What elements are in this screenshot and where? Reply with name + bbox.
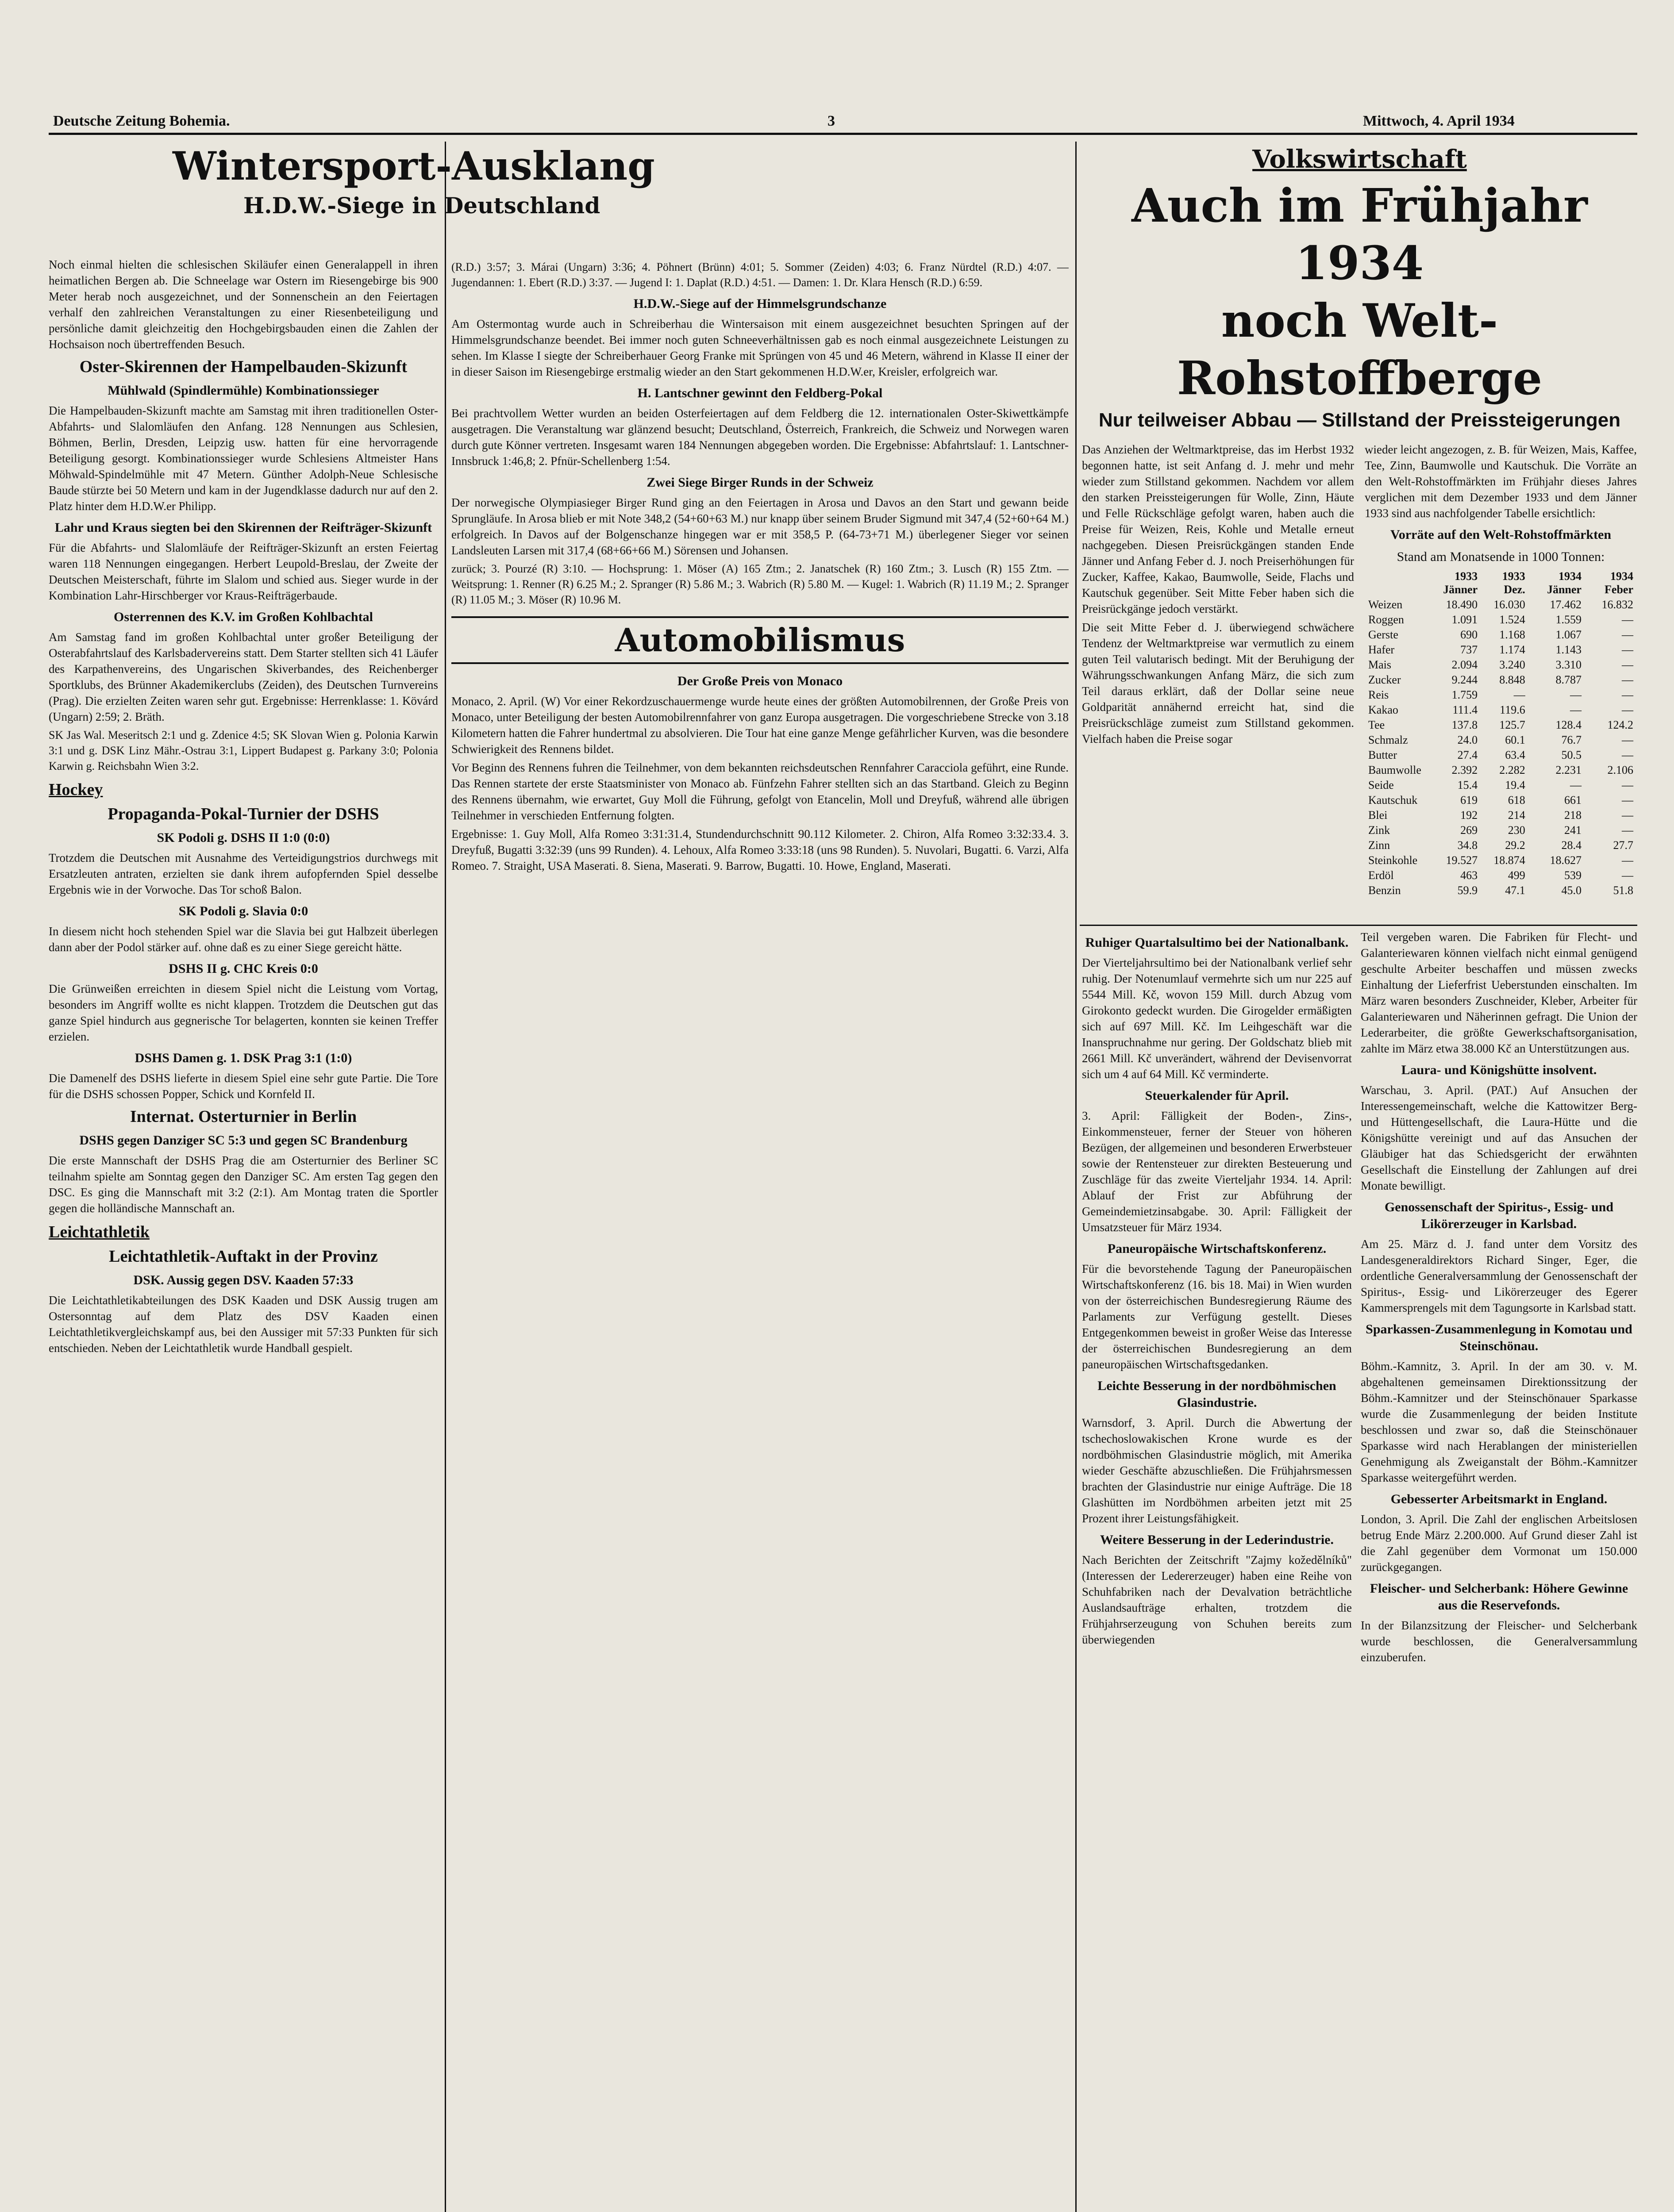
- table-header-cell: 1934 Jänner: [1547, 570, 1582, 596]
- table-row: [1365, 642, 1637, 657]
- table-cell: 34.8: [1457, 839, 1478, 852]
- result-propaganda-4: DSHS Damen g. 1. DSK Prag 3:1 (1:0): [135, 1051, 352, 1065]
- economy-article-1: Das Anziehen der Weltmarktpreise, das im Herbst 1932 begonnen hatte, ist seit Anfang d. J. mehr und mehr wieder zum Stillstand gekommen. Nachdem vor allem den starken Preissteigerungen für Wolle, Zinn, Häute und Felle Rückschläge gefolgt waren, haben auch die Preise für Weizen, Reis, Kohle und Metalle erneut nachgegeben. Diesen Preisrückgängen standen Ende Jänner und Anfang Feber d. J. noch Preiserhöhungen für Zucker, Kaffee, Kakao, Baumwolle, Seide, Flachs und Kautschuk gegenüber. Seit Mitte Feber haben sich die Preisrückgänge jedoch verstärkt.: [1082, 443, 1354, 615]
- table-cell: 1.168: [1499, 628, 1525, 641]
- economy-title-2: noch Welt-Rohstoffberge: [1177, 293, 1543, 405]
- table-cell: 50.5: [1561, 749, 1582, 761]
- table-cell: 539: [1564, 869, 1582, 882]
- table-cell: Zucker: [1368, 673, 1401, 686]
- column-rule: [445, 142, 446, 2212]
- table-cell: Weizen: [1368, 598, 1403, 611]
- result-propaganda-1: SK Podoli g. DSHS II 1:0 (0:0): [157, 830, 330, 845]
- table-cell: 214: [1508, 809, 1525, 822]
- table-cell: —: [1622, 688, 1633, 701]
- table-cell: —: [1622, 749, 1633, 761]
- table-row: [1365, 778, 1637, 793]
- table-cell: 737: [1460, 643, 1478, 656]
- table-cell: 1.067: [1555, 628, 1582, 641]
- table-cell: 24.0: [1457, 733, 1478, 746]
- table-cell: —: [1570, 779, 1582, 791]
- table-row: [1365, 808, 1637, 823]
- table-cell: —: [1622, 824, 1633, 837]
- table-cell: Zink: [1368, 824, 1390, 837]
- table-cell: 2.392: [1451, 764, 1478, 776]
- table-cell: 76.7: [1561, 733, 1582, 746]
- economy-column-2: [1361, 929, 1637, 2212]
- results-ski: (R.D.) 3:57; 3. Márai (Ungarn) 3:36; 4. Pöhnert (Brünn) 4:01; 5. Sommer (Zeiden) 4:03; 6. Franz Nürdtel (R.D.) 4:07. — Jugendannen: 1. Ebert (R.D.) 3:37. — Jugend I: 1. Daplat (R.D.) 4:51. — Damen: 1. Dr. Klara Hensch (R.D.) 6:59.: [451, 261, 1069, 289]
- table-cell: 269: [1460, 824, 1478, 837]
- table-cell: Kakao: [1368, 703, 1398, 716]
- table-row: [1365, 733, 1637, 748]
- table-cell: Benzin: [1368, 884, 1401, 897]
- table-cell: Steinkohle: [1368, 854, 1418, 867]
- heading-muehlwald: Mühlwald (Spindlermühle) Kombinationssieger: [108, 383, 379, 398]
- table-cell: Butter: [1368, 749, 1397, 761]
- results-feld: zurück; 3. Pourzé (R) 3:10. — Hochsprung: 1. Möser (A) 165 Ztm.; 2. Janatschek (R) 160 Ztm.; 3. Lusch (R) 155 Ztm. — Weitsprung: 1. Renner (R) 6.25 M.; 2. Spranger (R) 5.86 M.; 3. Wabrich (R) 5.80 M. — Kugel: 1. Wabrich (R) 11.19 M.; 2. Spranger (R) 11.05 M.; 3. Möser (R) 10.96 M.: [451, 562, 1069, 606]
- table-cell: —: [1622, 869, 1633, 882]
- table-cell: 1.174: [1499, 643, 1525, 656]
- heading-himmelsgrund: H.D.W.-Siege auf der Himmelsgrundschanze: [633, 296, 887, 311]
- table-row: [1365, 868, 1637, 883]
- table-row: [1365, 687, 1637, 703]
- table-cell: 3.240: [1499, 658, 1525, 671]
- table-header-cell: [1365, 569, 1425, 597]
- table-cell: Blei: [1368, 809, 1388, 822]
- hockey-section: Hockey: [49, 780, 103, 799]
- table-row: [1365, 672, 1637, 687]
- table-cell: Zinn: [1368, 839, 1390, 852]
- table-cell: Roggen: [1368, 613, 1404, 626]
- table-cell: 3.310: [1555, 658, 1582, 671]
- table-cell: 19.527: [1446, 854, 1478, 867]
- heading-steuer: Steuerkalender für April.: [1145, 1088, 1289, 1103]
- table-header-cell: 1934 Feber: [1605, 570, 1633, 596]
- result-propaganda-3: DSHS II g. CHC Kreis 0:0: [169, 961, 318, 976]
- table-cell: Tee: [1368, 718, 1385, 731]
- economy-section: Volkswirtschaft: [1252, 145, 1467, 174]
- table-cell: 59.9: [1457, 884, 1478, 897]
- paper-name: Deutsche Zeitung Bohemia.: [53, 113, 230, 129]
- table-cell: 47.1: [1505, 884, 1525, 897]
- table-row: [1365, 793, 1637, 808]
- article-nationalbank: Der Vierteljahrsultimo bei der Nationalbank verlief sehr ruhig. Der Notenumlauf vermehrte sich um nur 225 auf 5544 Mill. Kč, wovon 159 Mill. durch Abzug vom Girokonto gedeckt wurden. Die Girogelder ermäßigten sich auf 697 Mill. Kč. Im Leihgeschäft war die Inanspruchnahme nur gering. Der Goldschatz blieb mit 2661 Mill. Kč unverändert, während der Devisenvorrat sich um 4 auf 64 Mill. Kč verminderte.: [1082, 956, 1352, 1081]
- table-cell: 128.4: [1555, 718, 1582, 731]
- table-cell: 463: [1460, 869, 1478, 882]
- table-cell: 1.759: [1451, 688, 1478, 701]
- table-cell: 15.4: [1457, 779, 1478, 791]
- table-row: [1365, 703, 1637, 718]
- table-cell: 18.627: [1550, 854, 1582, 867]
- table-cell: —: [1622, 854, 1633, 867]
- sport-column-2: [451, 257, 1069, 2212]
- heading-nationalbank: Ruhiger Quartalsultimo bei der Nationalbank.: [1085, 935, 1349, 950]
- table-cell: 241: [1564, 824, 1582, 837]
- table-cell: Seide: [1368, 779, 1394, 791]
- table-cell: 27.4: [1457, 749, 1478, 761]
- table-header-cell: 1933 Dez.: [1502, 570, 1525, 596]
- heading-leichtathletik: Leichtathletik-Auftakt in der Provinz: [109, 1247, 378, 1266]
- table-cell: 51.8: [1613, 884, 1633, 897]
- table-cell: —: [1570, 703, 1582, 716]
- table-cell: 1.143: [1555, 643, 1582, 656]
- table-cell: —: [1622, 613, 1633, 626]
- heading-fleischer: Fleischer- und Selcherbank: Höhere Gewinne aus die Reservefonds.: [1370, 1581, 1628, 1613]
- table-cell: —: [1622, 628, 1633, 641]
- sport-title: Wintersport-Ausklang: [173, 143, 655, 189]
- heading-lantschner: H. Lantschner gewinnt den Feldberg-Pokal: [637, 386, 883, 400]
- table-cell: Gerste: [1368, 628, 1398, 641]
- table-cell: —: [1622, 673, 1633, 686]
- heading-propaganda: Propaganda-Pokal-Turnier der DSHS: [108, 805, 379, 823]
- table-cell: 119.6: [1500, 703, 1525, 716]
- table-cell: —: [1622, 643, 1633, 656]
- article-lantschner: Bei prachtvollem Wetter wurden an beiden Osterfeiertagen auf dem Feldberg die 12. internationalen Oster-Skiwettkämpfe ausgetragen. Die Veranstaltung war glänzend besucht; Deutschland, Österreich, Frankreich, die Schweiz und Norwegen waren durch gute Könner vertreten. Insgesamt waren 184 Nennungen abgegeben worden. Die Ergebnisse: Abfahrtslauf: 1. Lantschner-Innsbruck 1:46,8; 2. Pfnür-Schellenberg 1:54.: [451, 407, 1069, 468]
- article-himmelsgrund: Am Ostermontag wurde auch in Schreiberhau die Wintersaison mit einem ausgezeichnet besuchten Springen auf der Himmelsgrundschanze beendet. Bei immer noch guten Schneeverhältnissen gab es noch einmal ausgezeichnete Leistungen zu sehen. Im Klasse I siegte der Schreiberhauer Georg Franke mit Sprüngen von 45 und 46 Metern, während in Klasse II einer der in dieser Saison im Riesengebirge erstmalig wieder an den Start gekommenen H.D.W.er, Kreisler, erfolgreich war.: [451, 317, 1069, 378]
- table-cell: Mais: [1368, 658, 1391, 671]
- table-cell: 111.4: [1452, 703, 1478, 716]
- article-steuer: 3. April: Fälligkeit der Boden-, Zins-, Einkommensteuer, ferner der Steuer von höheren Bezügen, der allgemeinen und besonderen Erwerbsteuer sowie der Rentensteuer zur direkten Besteuerung und Zuschläge für das zweite Vierteljahr 1934. 14. April: Ablauf der Frist zur Abführung der Gemeindemietzinsabgabe. 30. April: Fälligkeit der Umsatzsteuer für März 1934.: [1082, 1109, 1352, 1234]
- table-cell: 2.231: [1555, 764, 1582, 776]
- table-cell: 2.282: [1499, 764, 1525, 776]
- economy-title-1: Auch im Frühjahr 1934: [1131, 178, 1588, 290]
- article-paneuropa: Für die bevorstehende Tagung der Paneuropäischen Wirtschaftskonferenz (16. bis 18. Mai) in Wien wurden von der österreichischen Bundesregierung Räume des Parlaments zur Verfügung gestellt. Dieses Entgegenkommen beweist in großer Weise das Interesse der österreichischen Bundesregierung an dem paneuropäischen Wirtschaftsgedanken.: [1082, 1262, 1352, 1371]
- table-cell: 137.8: [1451, 718, 1478, 731]
- heading-paneuropa: Paneuropäische Wirtschaftskonferenz.: [1107, 1241, 1327, 1256]
- heading-leder: Weitere Besserung in der Lederindustrie.: [1100, 1532, 1334, 1547]
- table-cell: —: [1570, 688, 1582, 701]
- article-genossenschaft: Am 25. März d. J. fand unter dem Vorsitz des Landesgeneraldirektors Richard Singer, Eger, die ordentliche Generalversammlung der Genossenschaft der Spiritus-, Essig- und Likörerzeuger des Egerer Kammersprengels mit dem Tagungsorte in Karlsbad statt.: [1361, 1237, 1637, 1314]
- table-cell: 618: [1508, 794, 1525, 806]
- article-internat: Die erste Mannschaft der DSHS Prag die am Osterturnier des Berliner SC teilnahm spielte am Sonntag gegen den Danziger SC. Am ersten Tag gegen den DSC. Es ging die Mannschaft mit 3:2 (2:1). Am Montag traten die Sportler gegen die holländische Mannschaft an.: [49, 1154, 438, 1215]
- article-fleischer: In der Bilanzsitzung der Fleischer- und Selcherbank wurde beschlossen, die Generalversammlung einzuberufen.: [1361, 1619, 1637, 1664]
- table-cell: —: [1622, 658, 1633, 671]
- table-cell: 29.2: [1505, 839, 1525, 852]
- heading-hampel: Oster-Skirennen der Hampelbauden-Skizunft: [79, 357, 408, 376]
- article-rund: Der norwegische Olympiasieger Birger Rund ging an den Feiertagen in Arosa und Davos an den Start und gewann beide Sprungläufe. In Arosa blieb er mit Note 348,2 (54+60+63 M.) nur knapp über seinem Bruder Sigmund mit 347,4 (52+60+64 M.) erfolgreich. In Davos auf der Bolgenschanze hingegen war er mit 358,5 P. (64-73+71 M.) überlegener Sieger vor seinen Landsleuten Larsen mit 317,4 (68+66+66 M.) Sörensen und Johansen.: [451, 496, 1069, 557]
- table-row: [1365, 838, 1637, 853]
- table-row: [1365, 718, 1637, 733]
- article-propaganda-3: Die Grünweißen erreichten in diesem Spiel nicht die Leistung vom Vortag, besonders im Angriff wollte es nicht klappen. Trotzdem die Deutschen gut das ganze Spiel hindurch aus gegnerische Tor belagerten, konnten sie keinen Treffer erzielen.: [49, 982, 438, 1043]
- table-cell: 60.1: [1505, 733, 1525, 746]
- table-cell: 63.4: [1505, 749, 1525, 761]
- economy-article-3: wieder leicht angezogen, z. B. für Weizen, Mais, Kaffee, Tee, Zinn, Baumwolle und Kautschuk. Die Vorräte an den Welt-Rohstoffmärkten im Frühjahr dieses Jahres verglichen mit dem Dezember 1933 und dem Jänner 1933 sind aus nachfolgender Tabelle ersichtlich:: [1365, 443, 1637, 520]
- table-cell: Kautschuk: [1368, 794, 1418, 806]
- table-row: [1365, 763, 1637, 778]
- table-row: [1365, 853, 1637, 868]
- economy-article-2: Die seit Mitte Feber d. J. überwiegend schwächere Tendenz der Weltmarktpreise war vermutlich zu einem guten Teil valutarisch bedingt. Mit der Beruhigung der Währungsschwankungen Anfang März, die sich zum Teil daraus erklärt, daß der Dollar seine neue Goldparität annähernd erreicht hat, sind die Preisrückschläge zumeist zum Stillstand gekommen. Vielfach haben die Preise sogar: [1082, 621, 1354, 745]
- table-cell: 45.0: [1561, 884, 1582, 897]
- heading-sparkasse: Sparkassen-Zusammenlegung in Komotau und Steinschönau.: [1366, 1322, 1632, 1353]
- article-sparkasse: Böhm.-Kamnitz, 3. April. In der am 30. v. M. abgehaltenen gemeinsamen Direktionssitzung der Böhm.-Kamnitzer und der Steinschönauer Sparkasse wurde die Zusammenlegung der beiden Institute beschlossen und zwar so, daß die Steinschönauer Sparkasse wird nach Herablangen der ministeriellen Genehmigung als Zweiganstalt der Böhm.-Kamnitzer Sparkasse weitergeführt werden.: [1361, 1359, 1637, 1484]
- article-auto-2: Vor Beginn des Rennens fuhren die Teilnehmer, von dem bekannten reichsdeutschen Rennfahrer Caracciola geführt, eine Runde. Das Rennen startete der erste Staatsminister von Monaco ab. Fünfzehn Fahrer stellten sich an das Startband. Gleich zu Beginn des Rennens übernahm, wie erwartet, Guy Moll die Führung, gefolgt von Etancelin, Moll und Dreyfuß, während alle übrigen Teilnehmer in verschieden Entfernung folgten.: [451, 761, 1069, 822]
- sport-column-1: [49, 257, 438, 2212]
- table-cell: 2.106: [1607, 764, 1633, 776]
- commodity-table: [1365, 569, 1637, 898]
- table-cell: —: [1622, 733, 1633, 746]
- economy-top: [1082, 142, 1637, 920]
- table-cell: 230: [1508, 824, 1525, 837]
- article-leder-cont: Teil vergeben waren. Die Fabriken für Flecht- und Galanteriewaren können vielfach nicht einmal genügend geschulte Arbeiter beschaffen und müssen zwecks Einhaltung der Lieferfrist Ueberstunden einschalten. Im März waren besonders Zuschneider, Kleber, Arbeiter für Galanteriewaren und Näherinnen gefragt. Die Union der Lederarbeiter, die größte Gewerkschaftsorganisation, zahlte im März etwa 38.000 Kč an Unterstützungen aus.: [1361, 930, 1637, 1055]
- page-number: 3: [827, 113, 835, 129]
- table-cell: Reis: [1368, 688, 1389, 701]
- table-row: [1365, 748, 1637, 763]
- article-auto-3: Ergebnisse: 1. Guy Moll, Alfa Romeo 3:31:31.4, Stundendurchschnitt 90.112 Kilometer. 2. Chiron, Alfa Romeo 3:32:33.4. 3. Dreyfuß, Bugatti 3:32:39 (uns 99 Runden). 4. Lehoux, Alfa Romeo 3:33:18 (uns 98 Runden). 5. Nuvolari, Bugatti. 6. Varzi, Alfa Romeo. 7. Straight, USA Maserati. 8. Siena, Maserati. 9. Barrow, Bugatti. 10. Howe, England, Maserati.: [451, 827, 1069, 872]
- table-cell: —: [1622, 794, 1633, 806]
- table-cell: 1.524: [1499, 613, 1525, 626]
- table-row: [1365, 883, 1637, 898]
- article-arbeitsmarkt: London, 3. April. Die Zahl der englischen Arbeitslosen betrug Ende März 2.200.000. Auf Grund dieser Zahl ist die Zahl gegenüber dem Vormonat um 150.000 zurückgegangen.: [1361, 1513, 1637, 1574]
- table-cell: —: [1622, 809, 1633, 822]
- heading-lahr: Lahr und Kraus siegten bei den Skirennen der Reifträger-Skizunft: [54, 520, 432, 535]
- auto-subtitle: Der Große Preis von Monaco: [677, 674, 843, 688]
- table-cell: 8.848: [1499, 673, 1525, 686]
- result-internat: DSHS gegen Danziger SC 5:3 und gegen SC Brandenburg: [79, 1133, 408, 1148]
- results-misc: SK Jas Wal. Meseritsch 2:1 und g. Zdenice 4:5; SK Slovan Wien g. Polonia Karwin 3:1 und g. DSK Linz Mähr.-Ostrau 3:1, Lippert Budapest g. Parkany 3:0; Polonia Karwin g. Reichsbahn Wien 3:2.: [49, 729, 438, 772]
- article-kohlbach: Am Samstag fand im großen Kohlbachtal unter großer Beteiligung der Osterabfahrtslauf des Karlsbadervereins statt. Dem Starter stellten sich 41 Läufer des Karpathenvereins, des Ungarischen Skiverbandes, des Reichenberger Sportklubs, des Brünner Akademikerclubs (Zeiden), des Deutschen Turnvereins (Prag). Die erzielten Zeiten waren sehr gut. Ergebnisse: Herrenklasse: 1. Kövárd (Ungarn) 2:59; 2. Bräth.: [49, 630, 438, 723]
- article-propaganda-2: In diesem nicht hoch stehenden Spiel war die Slavia bei gut Halbzeit überlegen dann aber der Podol stärker auf. ohne daß es zu einer Siege gereicht hätte.: [49, 925, 438, 954]
- table-title: Vorräte auf den Welt-Rohstoffmärkten: [1390, 527, 1612, 542]
- auto-title: Automobilismus: [451, 616, 1069, 664]
- column-rule: [1075, 142, 1077, 2212]
- table-cell: 16.832: [1601, 598, 1633, 611]
- table-row: [1365, 627, 1637, 642]
- table-cell: 690: [1460, 628, 1478, 641]
- table-cell: 16.030: [1493, 598, 1525, 611]
- heading-arbeitsmarkt: Gebesserter Arbeitsmarkt in England.: [1390, 1492, 1608, 1506]
- economy-subtitle: Nur teilweiser Abbau — Stillstand der Preissteigerungen: [1098, 409, 1621, 431]
- article-propaganda-1: Trotzdem die Deutschen mit Ausnahme des Verteidigungstrios durchwegs mit Ersatzleuten antraten, erzielten sie dank ihrem aufopfernden Spiel desselbe Ergebnis wie in der Vorwoche. Das Tor schoß Balon.: [49, 851, 438, 896]
- table-subtitle: Stand am Monatsende in 1000 Tonnen:: [1397, 549, 1605, 564]
- article-propaganda-4: Die Damenelf des DSHS lieferte in diesem Spiel eine sehr gute Partie. Die Tore für die DSHS schossen Popper, Schick und Kornfeld II.: [49, 1071, 438, 1101]
- table-cell: 218: [1564, 809, 1582, 822]
- sport-banner: [49, 142, 677, 274]
- table-cell: 9.244: [1451, 673, 1478, 686]
- economy-column-1: [1082, 929, 1352, 2212]
- article-leichtathletik: Die Leichtathletikabteilungen des DSK Kaaden und DSK Aussig trugen am Ostersonntag auf dem Platz des DSV Kaaden einen Leichtathletikvergleichskampf aus, bei den Aussiger mit 57:33 Punkten für sich entschieden. Neben der Leichtathletik wurde Handball gespielt.: [49, 1294, 438, 1355]
- table-cell: 499: [1508, 869, 1525, 882]
- table-header-row: [1365, 569, 1637, 597]
- article-auto-1: Monaco, 2. April. (W) Vor einer Rekordzuschauermenge wurde heute eines der größten Automobilrennen, der Große Preis von Monaco, unter Beteiligung der besten Automobilrennfahrer von ganz Europa ausgetragen. Die vorgeschriebene Strecke von 3.18 Kilometern hatten die Fahrer hundertmal zu absolvieren. Die Tour hat eine ganze Menge gefährlicher Kurven, was die besondere Schwierigkeit des Rennens bildet.: [451, 695, 1069, 756]
- article-hampel: Die Hampelbauden-Skizunft machte am Samstag mit ihren traditionellen Oster-Abfahrts- und Slalomläufen den Anfang. 128 Nennungen aus Schlesien, Böhmen, Berlin, Dresden, Leipzig usw. hatten für eine hervorragende Beteiligung gesorgt. Kombinationssieger wurde Schlesiens Altmeister Hans Möhwald-Spindelmühle mit 47 Metern. Günther Adolph-Neue Schlesische Baude stürzte bei 50 Metern und kam in der Jugendklasse dadurch nur auf den 2. Platz hinter dem H.D.W.er Philipp.: [49, 404, 438, 513]
- article-lahr: Für die Abfahrts- und Slalomläufe der Reifträger-Skizunft an ersten Feiertag waren 118 Nennungen eingegangen. Herbert Leupold-Breslau, der Zweite der Deutschen Meisterschaft, führte im Slalom und schied aus. Sieger wurde in der Kombination Lahr-Hirschberger vor Kraus-Reifträgerbaude.: [49, 541, 438, 602]
- table-cell: 619: [1460, 794, 1478, 806]
- issue-date: Mittwoch, 4. April 1934: [1363, 113, 1515, 129]
- table-row: [1365, 823, 1637, 838]
- heading-laura: Laura- und Königshütte insolvent.: [1401, 1063, 1597, 1077]
- table-cell: —: [1622, 779, 1633, 791]
- table-cell: Baumwolle: [1368, 764, 1421, 776]
- table-cell: Schmalz: [1368, 733, 1408, 746]
- table-cell: 1.559: [1555, 613, 1582, 626]
- table-row: [1365, 612, 1637, 627]
- table-cell: 125.7: [1499, 718, 1525, 731]
- table-cell: 19.4: [1505, 779, 1525, 791]
- sport-subtitle: H.D.W.-Siege in Deutschland: [243, 192, 600, 219]
- leichtathletik-section: Leichtathletik: [49, 1223, 150, 1241]
- table-cell: 192: [1460, 809, 1478, 822]
- section-rule: [1080, 925, 1637, 926]
- table-cell: —: [1513, 688, 1525, 701]
- table-cell: 8.787: [1555, 673, 1582, 686]
- table-cell: 28.4: [1561, 839, 1582, 852]
- heading-rund: Zwei Siege Birger Runds in der Schweiz: [647, 475, 874, 490]
- table-cell: Erdöl: [1368, 869, 1394, 882]
- result-propaganda-2: SK Podoli g. Slavia 0:0: [178, 904, 308, 918]
- result-leichtathletik: DSK. Aussig gegen DSV. Kaaden 57:33: [133, 1273, 354, 1287]
- article-leder: Nach Berichten der Zeitschrift "Zajmy kožedělníků" (Interessen der Ledererzeuger) haben eine Reihe von Schuhfabriken nach der Devalvation beträchtliche Auslandsaufträge erhalten, trotzdem die Frühjahrserzeugung von Schuhen bereits zum überwiegenden: [1082, 1553, 1352, 1646]
- table-cell: 124.2: [1607, 718, 1633, 731]
- heading-internat: Internat. Osterturnier in Berlin: [130, 1107, 357, 1126]
- table-cell: 1.091: [1451, 613, 1478, 626]
- table-cell: 2.094: [1451, 658, 1478, 671]
- header-rule: [49, 133, 1637, 135]
- article-laura: Warschau, 3. April. (PAT.) Auf Ansuchen der Interessengemeinschaft, welche die Kattowitzer Berg- und Hüttengesellschaft, die Laura-Hütte und die Königshütte vereinigt und auf das Ansuchen der Gläubiger hat das Schiedsgericht der erwähnten Gesellschaft die Einstellung der Zahlungen auf drei Monate bewilligt.: [1361, 1083, 1637, 1192]
- article-glas: Warnsdorf, 3. April. Durch die Abwertung der tschechoslowakischen Krone wurde es der nordböhmischen Glasindustrie möglich, mit Amerika wieder Geschäfte abzuschließen. Die Frühjahrsmessen brachten der Glasindustrie nur einige Aufträge. Die 18 Glashütten im Nordböhmen arbeiten jetzt mit 25 Prozent ihrer Leistungsfähigkeit.: [1082, 1416, 1352, 1525]
- table-cell: 18.490: [1446, 598, 1478, 611]
- table-cell: 17.462: [1550, 598, 1582, 611]
- heading-glas: Leichte Besserung in der nordböhmischen Glasindustrie.: [1097, 1379, 1336, 1410]
- table-cell: 27.7: [1613, 839, 1633, 852]
- table-cell: Hafer: [1368, 643, 1395, 656]
- table-row: [1365, 657, 1637, 672]
- table-header-cell: 1933 Jänner: [1443, 570, 1478, 596]
- table-cell: 18.874: [1493, 854, 1525, 867]
- sport-intro: Noch einmal hielten die schlesischen Skiläufer einen Generalappell in ihren heimatlichen Bergen ab. Die Schneelage war Ostern im Riesengebirge bis 900 Meter herab noch ausgezeichnet, und der Sonnenschein an den Feiertagen verhalf den zahlreichen Veranstaltungen zu einer Riesenbeteiligung und persönliche damit gleichzeitig den Hochgebirgsbauden einen die Zahlen der Hochsaison noch übertreffenden Besuch.: [49, 258, 438, 351]
- table-cell: —: [1622, 703, 1633, 716]
- table-row: [1365, 597, 1637, 612]
- table-cell: 661: [1564, 794, 1582, 806]
- heading-genossenschaft: Genossenschaft der Spiritus-, Essig- und Likörerzeuger in Karlsbad.: [1384, 1200, 1614, 1231]
- heading-kohlbach: Osterrennen des K.V. im Großen Kohlbachtal: [114, 610, 373, 624]
